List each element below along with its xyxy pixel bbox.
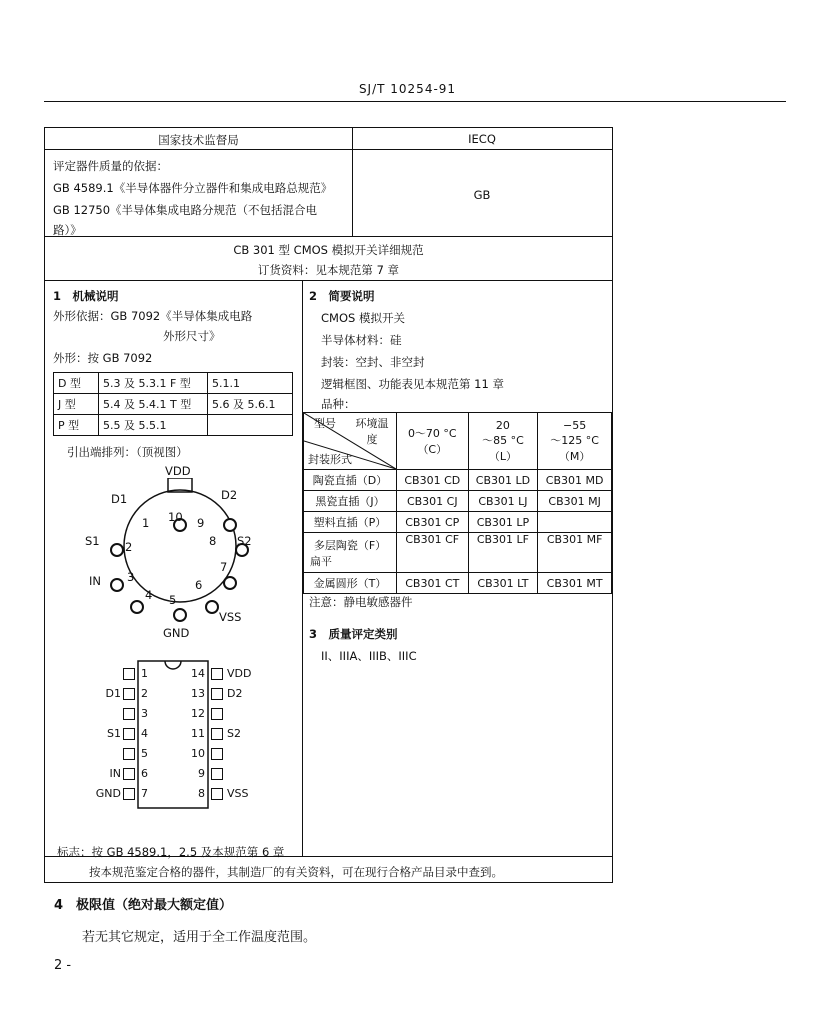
spec-frame bbox=[44, 127, 613, 883]
type-cell: P 型 bbox=[54, 415, 99, 436]
dip-pin-5 bbox=[123, 748, 135, 760]
model-cell: CB301 MD bbox=[538, 470, 612, 491]
pkg-cell bbox=[304, 533, 397, 573]
basis-title: 评定器件质量的依据： bbox=[53, 159, 168, 173]
pin-num: 6 bbox=[195, 578, 203, 592]
dip-pin-number: 5 bbox=[141, 747, 148, 760]
model-cell: CB301 LP bbox=[468, 512, 538, 533]
cmos-desc: CMOS 模拟开关 bbox=[321, 311, 405, 325]
gb-label: GB bbox=[473, 188, 491, 202]
table-row bbox=[54, 415, 293, 436]
dip-pin-4 bbox=[123, 728, 135, 740]
table-row bbox=[304, 533, 612, 573]
marking-text: 标志：按 GB 4589.1，2.5 及本规范第 6 章 bbox=[57, 845, 285, 859]
dip-pin-8 bbox=[211, 788, 223, 800]
pin-2 bbox=[110, 543, 124, 557]
dip-pin-name: GND bbox=[95, 787, 121, 800]
pkg-cell: 金属圆形（T） bbox=[304, 573, 397, 594]
dip-pin-13 bbox=[211, 688, 223, 700]
rule bbox=[45, 149, 612, 150]
model-cell: CB301 CP bbox=[397, 512, 469, 533]
dip-pin-1 bbox=[123, 668, 135, 680]
spec-cell: 5.3 及 5.3.1 F 型 bbox=[99, 373, 208, 394]
ordering-info: 订货资料：见本规范第 7 章 bbox=[257, 263, 400, 277]
ref-cell: 5.1.1 bbox=[208, 373, 293, 394]
pkg-line: 扁平 bbox=[310, 554, 332, 568]
spec-cell: 5.4 及 5.4.1 T 型 bbox=[99, 394, 208, 415]
dip-pin-number: 1 bbox=[141, 667, 148, 680]
page-number: 2 - bbox=[54, 958, 72, 973]
pin-num: 10 bbox=[168, 510, 183, 524]
rule bbox=[45, 236, 612, 237]
temp-range: 20 bbox=[495, 418, 510, 432]
material: 半导体材料：硅 bbox=[321, 333, 402, 347]
pin-7 bbox=[223, 576, 237, 590]
dip-pin-number: 4 bbox=[141, 727, 148, 740]
basis-line-1: GB 4589.1《半导体器件分立器件和集成电路总规范》 bbox=[53, 181, 333, 195]
model-cell bbox=[538, 512, 612, 533]
dip-pin-name: D1 bbox=[105, 687, 121, 700]
logic-desc: 逻辑框图、功能表见本规范第 11 章 bbox=[321, 377, 504, 391]
temp-col-c bbox=[397, 413, 469, 470]
dip-pin-14 bbox=[211, 668, 223, 680]
dip-pin-9 bbox=[211, 768, 223, 780]
quality-classes: II、IIIA、IIIB、IIIC bbox=[321, 649, 417, 663]
dip-pin-number: 12 bbox=[191, 707, 205, 720]
section-3-title: 3 质量评定类别 bbox=[309, 627, 398, 641]
temp-range: ～85 °C bbox=[482, 433, 524, 447]
outline-basis: 外形依据：GB 7092《半导体集成电路 bbox=[53, 309, 253, 323]
variety-table bbox=[303, 412, 612, 594]
model-cell: CB301 CD bbox=[397, 470, 469, 491]
temp-code: （C） bbox=[417, 443, 448, 456]
outline-basis-2: 外形尺寸》 bbox=[163, 329, 221, 343]
model-cell: CB301 LF bbox=[468, 533, 538, 573]
dip-pin-number: 9 bbox=[198, 767, 205, 780]
spec-title: CB 301 型 CMOS 模拟开关详细规范 bbox=[233, 243, 424, 257]
table-row bbox=[304, 512, 612, 533]
spec-cell: 5.5 及 5.5.1 bbox=[99, 415, 208, 436]
corner-model: 型号 bbox=[314, 417, 336, 430]
dip-pin-number: 7 bbox=[141, 787, 148, 800]
table-row bbox=[54, 373, 293, 394]
round-vdd: VDD bbox=[165, 464, 191, 478]
dip-pin-name: S1 bbox=[107, 727, 121, 740]
esd-note: 注意：静电敏感器件 bbox=[309, 595, 413, 609]
round-s1: S1 bbox=[85, 534, 100, 548]
footer-note: 按本规范鉴定合格的器件，其制造厂的有关资料，可在现行合格产品目录中查到。 bbox=[89, 865, 503, 879]
model-cell: CB301 CT bbox=[397, 573, 469, 594]
section-4-text: 若无其它规定，适用于全工作温度范围。 bbox=[82, 930, 317, 945]
dip-pin-number: 3 bbox=[141, 707, 148, 720]
table-row bbox=[304, 413, 612, 470]
pin-5 bbox=[173, 608, 187, 622]
round-vss: VSS bbox=[219, 610, 242, 624]
outline: 外形：按 GB 7092 bbox=[53, 351, 153, 365]
round-s2: S2 bbox=[237, 534, 252, 548]
dip-pin-10 bbox=[211, 748, 223, 760]
model-cell: CB301 CJ bbox=[397, 491, 469, 512]
dip-pin-6 bbox=[123, 768, 135, 780]
type-cell: J 型 bbox=[54, 394, 99, 415]
dip-pin-number: 2 bbox=[141, 687, 148, 700]
dip-pin-3 bbox=[123, 708, 135, 720]
table-row bbox=[304, 470, 612, 491]
header-rule bbox=[44, 101, 786, 102]
pin-9 bbox=[223, 518, 237, 532]
dip-pin-number: 8 bbox=[198, 787, 205, 800]
pin-3 bbox=[110, 578, 124, 592]
pin-6 bbox=[205, 600, 219, 614]
round-d2: D2 bbox=[221, 488, 238, 502]
authority: 国家技术监督局 bbox=[158, 133, 239, 147]
package-desc: 封装：空封、非空封 bbox=[321, 355, 425, 369]
temp-col-l bbox=[468, 413, 538, 470]
rule bbox=[45, 280, 612, 281]
iecq-label: IECQ bbox=[468, 132, 496, 146]
corner-pkg: 封装形式 bbox=[308, 453, 352, 466]
section-1-title: 1 机械说明 bbox=[53, 289, 119, 303]
dip-pin-name: IN bbox=[109, 767, 121, 780]
round-gnd: GND bbox=[163, 626, 190, 640]
pin-num: 2 bbox=[125, 540, 133, 554]
model-cell: CB301 CF bbox=[397, 533, 469, 573]
temp-code: （L） bbox=[488, 449, 517, 463]
table-row bbox=[54, 394, 293, 415]
pkg-cell: 陶瓷直插（D） bbox=[304, 470, 397, 491]
dip-pin-number: 13 bbox=[191, 687, 205, 700]
pkg-cell: 黑瓷直插（J） bbox=[304, 491, 397, 512]
pin-num: 7 bbox=[220, 560, 228, 574]
pin-num: 8 bbox=[209, 534, 217, 548]
pin-num: 4 bbox=[145, 588, 153, 602]
dip-pin-number: 11 bbox=[191, 727, 205, 740]
round-in: IN bbox=[89, 574, 101, 588]
basis-line-2: GB 12750《半导体集成电路分规范（不包括混合电 bbox=[53, 203, 318, 217]
pin-num: 3 bbox=[127, 570, 135, 584]
dip-pin-11 bbox=[211, 728, 223, 740]
temp-col-m bbox=[538, 413, 612, 470]
dip-pin-12 bbox=[211, 708, 223, 720]
pkg-line: 多层陶瓷（F） bbox=[313, 538, 387, 552]
dip-pin-number: 10 bbox=[191, 747, 205, 760]
section-4-title: 4 极限值（绝对最大额定值） bbox=[54, 898, 233, 913]
table-row bbox=[304, 491, 612, 512]
type-cell: D 型 bbox=[54, 373, 99, 394]
temp-range: −55 bbox=[563, 418, 587, 432]
section-2-title: 2 简要说明 bbox=[309, 289, 375, 303]
pin-num: 9 bbox=[197, 516, 205, 530]
table-row bbox=[304, 573, 612, 594]
dip-pin-7 bbox=[123, 788, 135, 800]
dip-pin-name: VSS bbox=[227, 787, 249, 800]
model-cell: CB301 MF bbox=[538, 533, 612, 573]
variety-label: 品种： bbox=[321, 397, 356, 411]
round-d1: D1 bbox=[111, 492, 128, 506]
model-cell: CB301 LD bbox=[468, 470, 538, 491]
model-cell: CB301 MT bbox=[538, 573, 612, 594]
ref-cell bbox=[208, 415, 293, 436]
pinout-title: 引出端排列：（顶视图） bbox=[67, 445, 188, 459]
basis-line-3: 路）》 bbox=[53, 223, 82, 237]
dip-pin-name: VDD bbox=[227, 667, 252, 680]
pin-num: 5 bbox=[169, 593, 177, 607]
pin-num: 1 bbox=[142, 516, 150, 530]
dip-pin-name: D2 bbox=[227, 687, 243, 700]
pin-4 bbox=[130, 600, 144, 614]
model-cell: CB301 LT bbox=[468, 573, 538, 594]
corner-cell bbox=[304, 413, 397, 470]
type-table bbox=[53, 372, 293, 436]
dip-pin-name: S2 bbox=[227, 727, 241, 740]
pkg-cell: 塑料直插（P） bbox=[304, 512, 397, 533]
model-cell: CB301 MJ bbox=[538, 491, 612, 512]
temp-range: ～125 °C bbox=[550, 433, 599, 447]
model-cell: CB301 LJ bbox=[468, 491, 538, 512]
dip-pin-2 bbox=[123, 688, 135, 700]
temp-range: 0～70 °C bbox=[407, 427, 457, 440]
ref-cell: 5.6 及 5.6.1 bbox=[208, 394, 293, 415]
dip-pin-number: 6 bbox=[141, 767, 148, 780]
temp-code: （M） bbox=[558, 449, 591, 463]
corner-temp: 环境温度 bbox=[355, 417, 389, 446]
doc-header: SJ/T 10254-91 bbox=[358, 82, 457, 96]
dip-pin-number: 14 bbox=[191, 667, 205, 680]
